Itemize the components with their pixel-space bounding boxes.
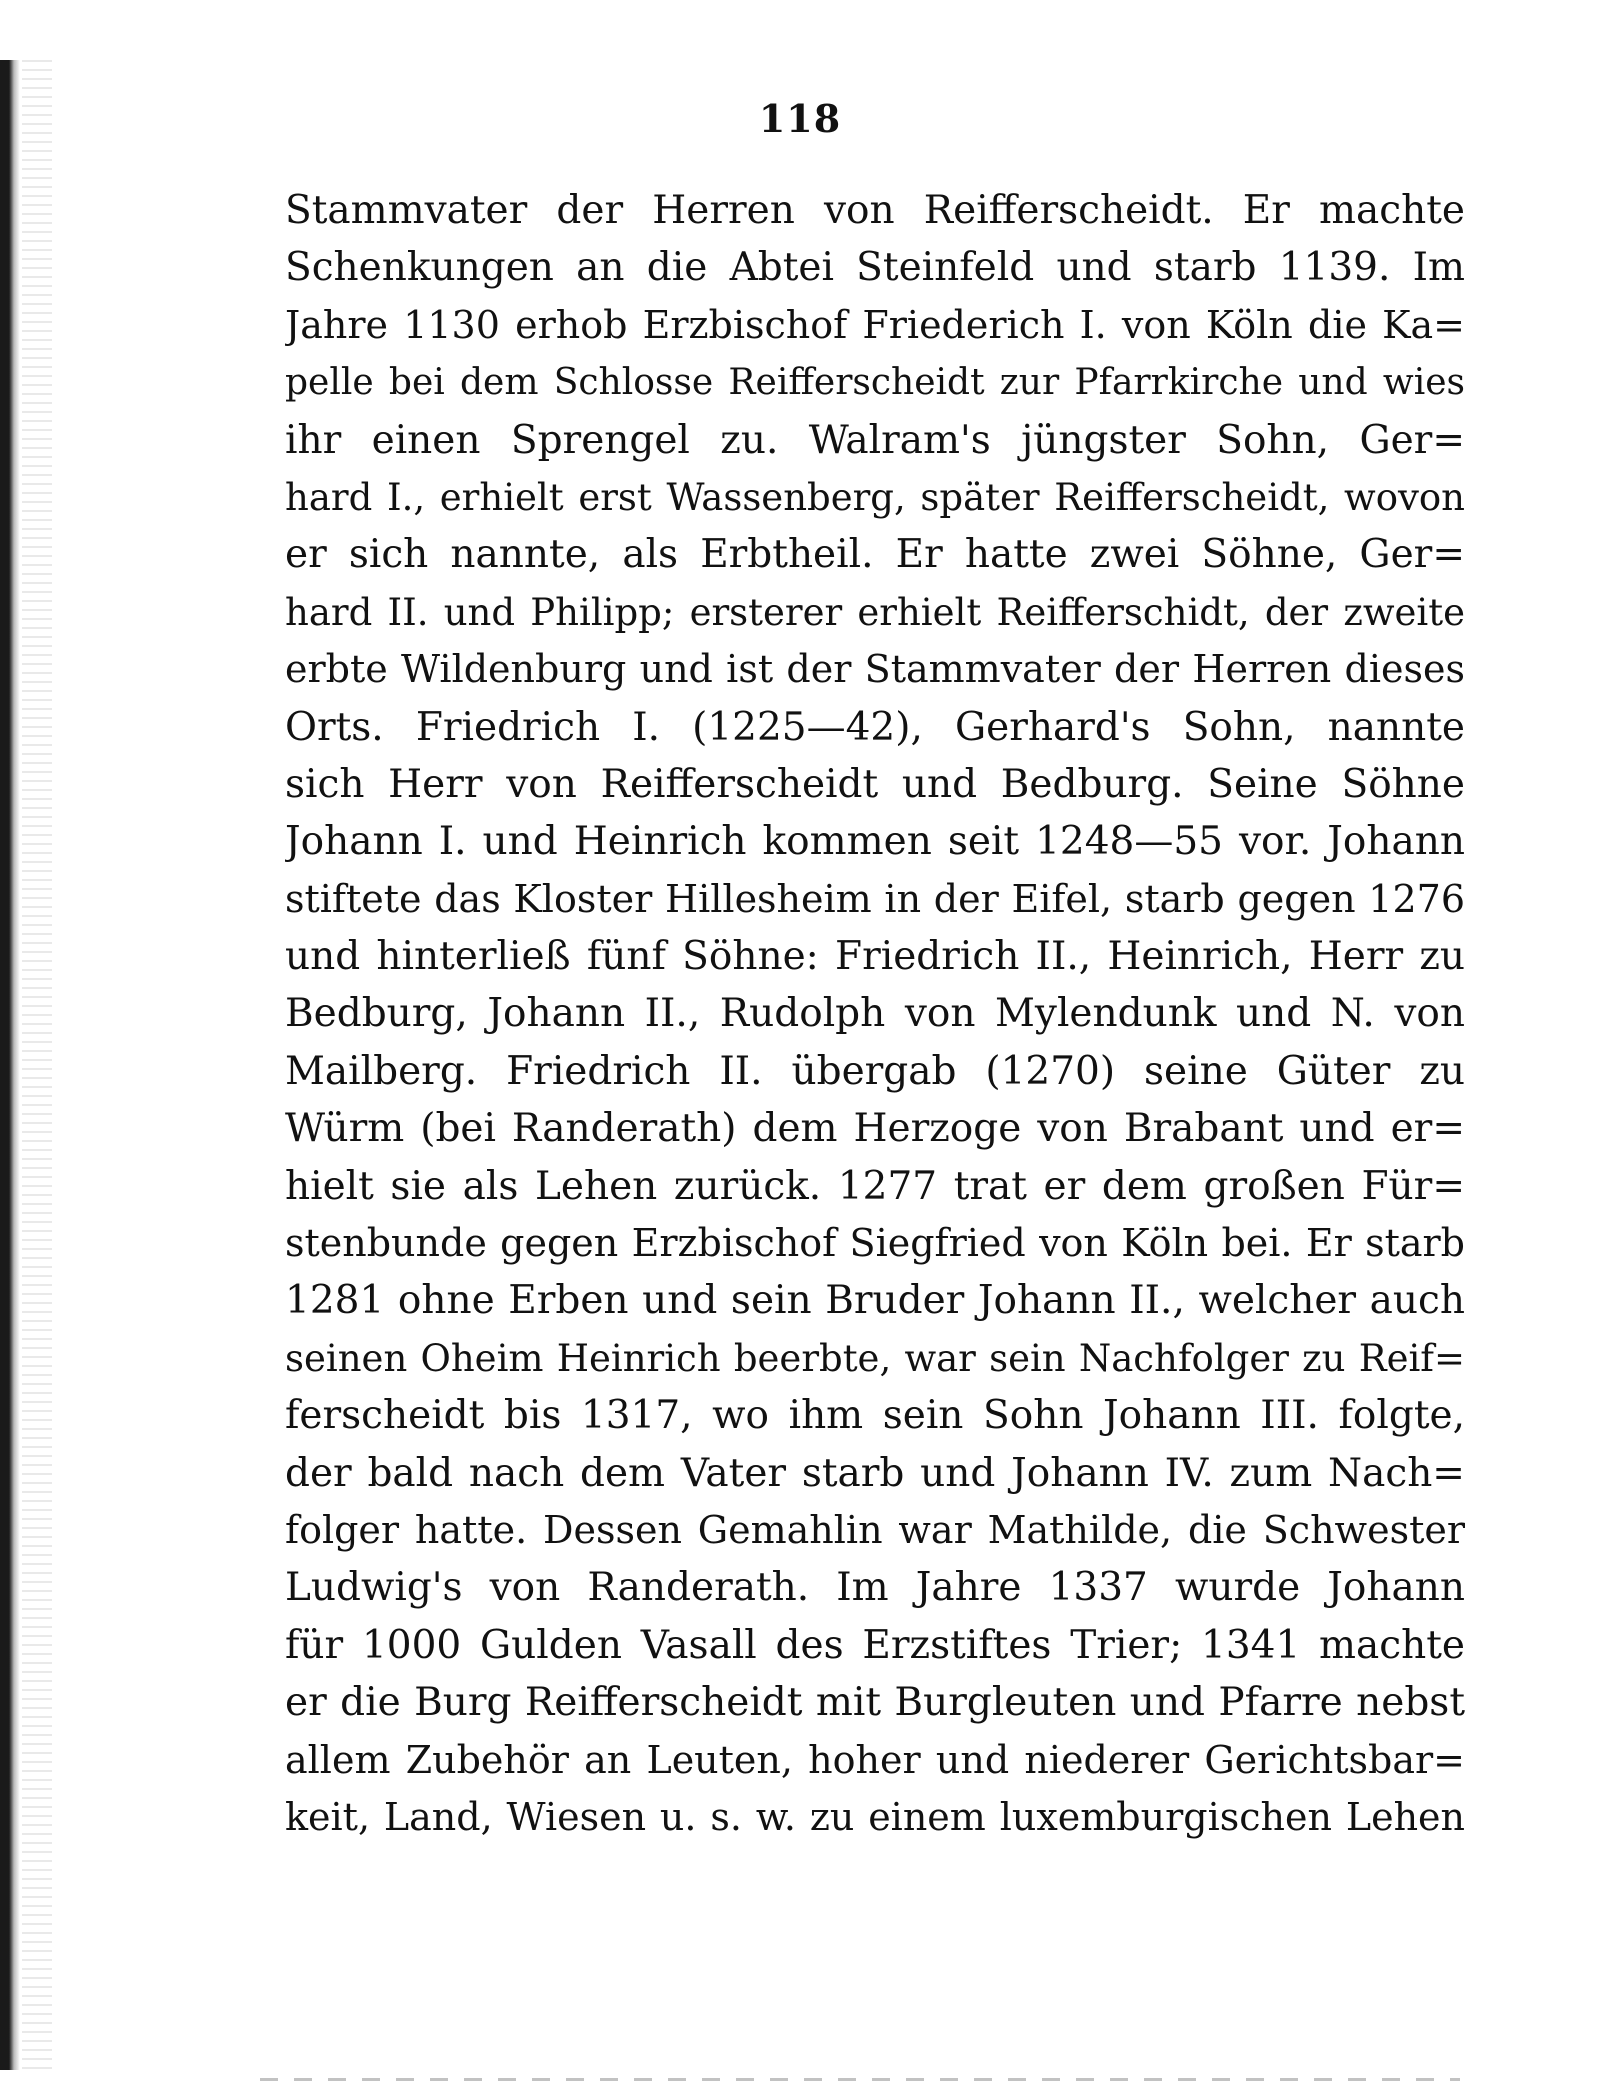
text-line: 1281 ohne Erben und sein Bruder Johann II., welcher auch xyxy=(285,1278,1465,1324)
text-line: er die Burg Reifferscheidt mit Burgleuten und Pfarre nebst xyxy=(285,1680,1465,1726)
text-line: er sich nannte, als Erbtheil. Er hatte zwei Söhne, Ger= xyxy=(285,532,1465,578)
binding-shadow xyxy=(22,60,52,2070)
text-line: Mailberg. Friedrich II. übergab (1270) seine Güter zu xyxy=(285,1048,1465,1094)
text-line: Johann I. und Heinrich kommen seit 1248—55 vor. Johann xyxy=(285,819,1465,865)
text-line: hard II. und Philipp; ersterer erhielt Reifferschidt, der zweite xyxy=(285,590,1465,634)
body-text xyxy=(285,182,1465,1846)
text-line: erbte Wildenburg und ist der Stammvater der Herren dieses xyxy=(285,647,1465,692)
text-line: ihr einen Sprengel zu. Walram's jüngster Sohn, Ger= xyxy=(285,417,1465,463)
text-line: für 1000 Gulden Vasall des Erzstiftes Trier; 1341 machte xyxy=(285,1622,1465,1668)
text-line: seinen Oheim Heinrich beerbte, war sein Nachfolger zu Reif= xyxy=(285,1336,1465,1380)
text-line: hielt sie als Lehen zurück. 1277 trat er dem großen Für= xyxy=(285,1163,1465,1209)
binding-edge xyxy=(0,60,20,2070)
text-line: stiftete das Kloster Hillesheim in der Eifel, starb gegen 1276 xyxy=(285,876,1465,921)
text-line: stenbunde gegen Erzbischof Siegfried von Köln bei. Er starb xyxy=(285,1221,1465,1266)
text-line: Schenkungen an die Abtei Steinfeld und starb 1139. Im xyxy=(285,245,1465,291)
page-bottom-edge xyxy=(260,2078,1460,2081)
text-line: Ludwig's von Randerath. Im Jahre 1337 wurde Johann xyxy=(285,1565,1465,1611)
text-line: Jahre 1130 erhob Erzbischof Friederich I. von Köln die Ka= xyxy=(285,302,1465,347)
text-line: Würm (bei Randerath) dem Herzoge von Brabant und er= xyxy=(285,1106,1465,1152)
text-line: Orts. Friedrich I. (1225—42), Gerhard's Sohn, nannte xyxy=(285,704,1465,750)
text-line: ferscheidt bis 1317, wo ihm sein Sohn Johann III. folgte, xyxy=(285,1393,1465,1439)
text-line: hard I., erhielt erst Wassenberg, später Reifferscheidt, wovon xyxy=(285,475,1465,519)
text-line: sich Herr von Reifferscheidt und Bedburg. Seine Söhne xyxy=(285,761,1465,807)
text-line: der bald nach dem Vater starb und Johann IV. zum Nach= xyxy=(285,1450,1465,1496)
text-line: pelle bei dem Schlosse Reifferscheidt zur Pfarrkirche und wies xyxy=(285,362,1465,404)
text-line: folger hatte. Dessen Gemahlin war Mathilde, die Schwester xyxy=(285,1507,1465,1552)
text-line: Stammvater der Herren von Reifferscheidt. Er machte xyxy=(285,188,1465,233)
text-line: allem Zubehör an Leuten, hoher und niederer Gerichtsbar= xyxy=(285,1737,1465,1782)
page-number: 118 xyxy=(758,96,842,141)
text-line: und hinterließ fünf Söhne: Friedrich II., Heinrich, Herr zu xyxy=(285,934,1465,980)
text-line: keit, Land, Wiesen u. s. w. zu einem luxemburgischen Lehen xyxy=(285,1794,1465,1839)
text-line: Bedburg, Johann II., Rudolph von Mylendunk und N. von xyxy=(285,991,1465,1037)
